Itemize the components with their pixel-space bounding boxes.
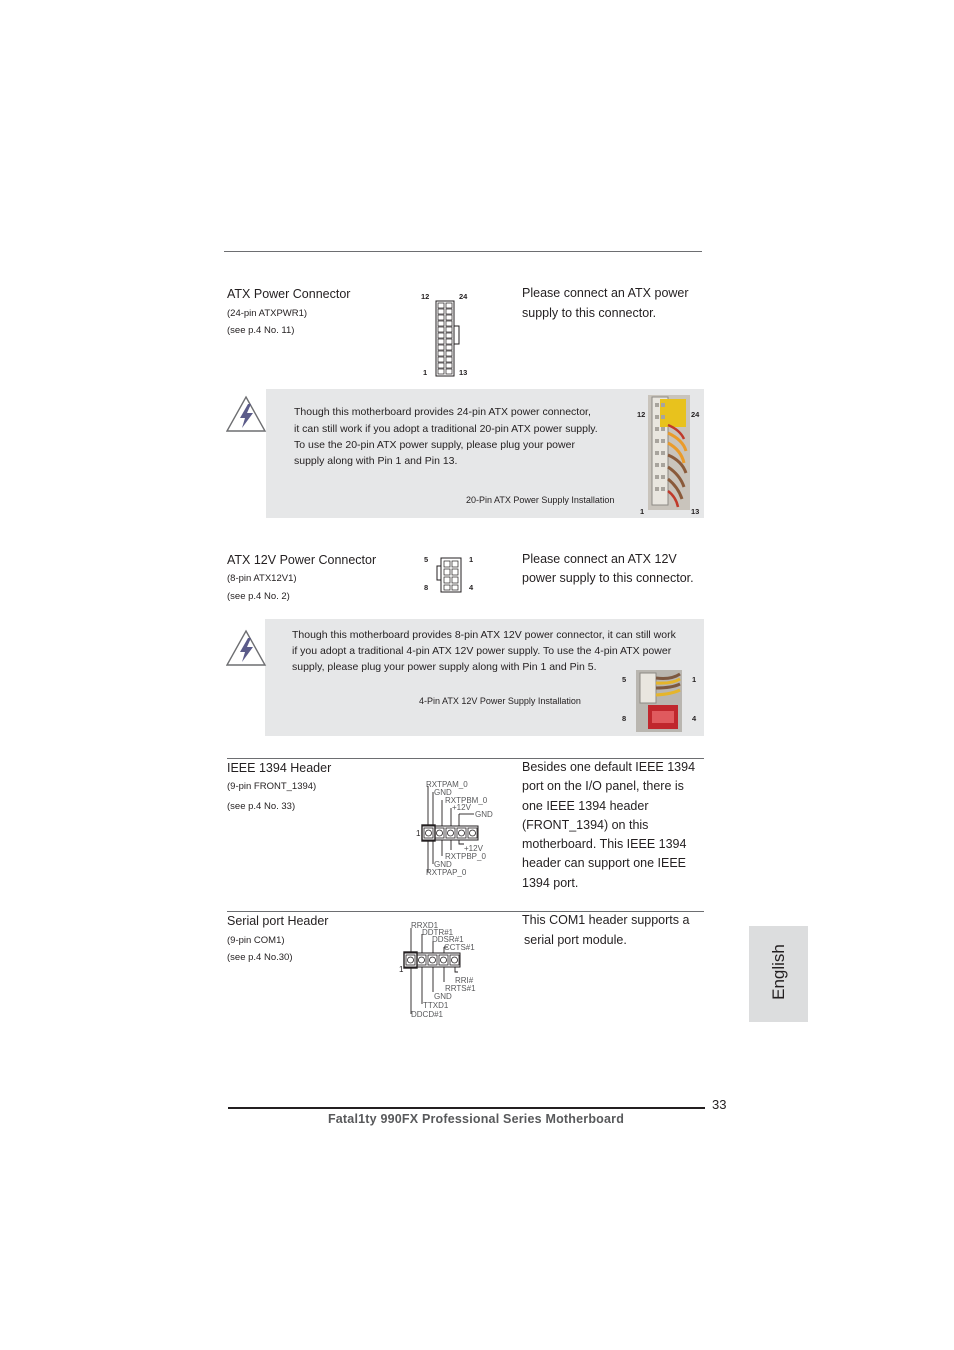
atx-note-line-4: supply along with Pin 1 and Pin 13. xyxy=(294,455,458,467)
ieee-title: IEEE 1394 Header xyxy=(227,761,332,775)
ieee-description-3: one IEEE 1394 header xyxy=(522,799,649,813)
serial-pin-label-cts1: CCTS#1 xyxy=(444,943,475,952)
ieee-page-ref: (see p.4 No. 33) xyxy=(227,801,296,812)
serial-description-1: This COM1 header supports a xyxy=(522,913,690,927)
ieee-pin-label-rxtpbm0: RXTPBM_0 xyxy=(445,796,488,805)
serial-pin-label-dtr1: DDTR#1 xyxy=(422,928,454,937)
ieee-subtitle: (9-pin FRONT_1394) xyxy=(227,781,317,792)
atx12v-photo-pin-br: 4 xyxy=(692,714,697,723)
ieee-pin-label-rxtpam0: RXTPAM_0 xyxy=(426,780,468,789)
serial-subtitle: (9-pin COM1) xyxy=(227,935,285,946)
serial-pin-label-dcd1: DDCD#1 xyxy=(411,1010,444,1019)
atx-photo-pin-tl: 12 xyxy=(637,410,646,419)
page-number: 33 xyxy=(712,1097,727,1112)
language-side-tab xyxy=(749,926,808,1022)
atx12v-note-line-2: if you adopt a traditional 4-pin ATX 12V power supply. To use the 4-pin ATX power xyxy=(292,645,672,657)
ieee-pin-label-gnd-a: GND xyxy=(434,788,452,797)
ieee-description-5: motherboard. This IEEE 1394 xyxy=(522,837,687,851)
ieee-pin-label-12v-b: +12V xyxy=(464,844,483,853)
atx-description-1: Please connect an ATX power xyxy=(522,286,689,300)
ieee-description-1: Besides one default IEEE 1394 xyxy=(522,760,696,774)
ieee-pin-label-rxtpap0: RXTPAP_0 xyxy=(426,868,467,877)
serial-pin-label-dsr1: DDSR#1 xyxy=(432,935,464,944)
atx12v-8pin-connector-diagram xyxy=(436,556,464,594)
top-rule xyxy=(224,251,702,252)
atx12v-description-2: power supply to this connector. xyxy=(522,571,694,585)
atx12v-subtitle: (8-pin ATX12V1) xyxy=(227,573,297,584)
atx-pin-label-bl: 1 xyxy=(423,368,428,377)
serial-pin-1-label: 1 xyxy=(399,965,404,974)
serial-pin-label-ri: RRI# xyxy=(455,976,474,985)
atx-pin-label-br: 13 xyxy=(459,368,468,377)
serial-pin-label-gnd: GND xyxy=(434,992,452,1001)
atx-pin-label-tr: 24 xyxy=(459,292,468,301)
serial-description-2: serial port module. xyxy=(524,933,627,947)
atx12v-pin-label-tl: 5 xyxy=(424,555,429,564)
atx-20pin-installation-photo xyxy=(648,395,690,510)
atx-photo-pin-bl: 1 xyxy=(640,507,645,516)
atx12v-description-1: Please connect an ATX 12V xyxy=(522,552,677,566)
ieee-pin-1-label: 1 xyxy=(416,829,421,838)
atx12v-photo-pin-tl: 5 xyxy=(622,675,627,684)
atx-page-ref: (see p.4 No. 11) xyxy=(227,325,295,336)
serial-title: Serial port Header xyxy=(227,914,329,928)
atx-description-2: supply to this connector. xyxy=(522,306,657,320)
atx12v-note-line-1: Though this motherboard provides 8-pin ATX 12V power connector, it can still work xyxy=(292,629,676,641)
atx12v-note-line-3: supply, please plug your power supply along with Pin 1 and Pin 5. xyxy=(292,661,597,673)
atx-title: ATX Power Connector xyxy=(227,287,351,301)
footer-title: Fatal1ty 990FX Professional Series Motherboard xyxy=(327,1112,625,1126)
atx-pin-label-tl: 12 xyxy=(421,292,430,301)
warning-triangle-icon xyxy=(226,628,268,668)
atx-note-line-3: To use the 20-pin ATX power supply, please plug your power xyxy=(294,439,575,451)
serial-pin-label-rts1: RRTS#1 xyxy=(445,984,476,993)
ieee-description-2: port on the I/O panel, there is xyxy=(522,779,684,793)
atx-photo-pin-br: 13 xyxy=(691,507,700,516)
atx12v-pin-label-bl: 8 xyxy=(424,583,429,592)
atx-note-line-2: it can still work if you adopt a traditional 20-pin ATX power supply. xyxy=(294,423,598,435)
atx12v-pin-label-tr: 1 xyxy=(469,555,474,564)
ieee-pin-label-12v-a: +12V xyxy=(452,803,471,812)
serial-page-ref: (see p.4 No.30) xyxy=(227,952,293,963)
atx12v-photo-pin-bl: 8 xyxy=(622,714,627,723)
language-side-tab-label: English xyxy=(769,944,788,1000)
atx-24pin-connector-diagram xyxy=(430,300,462,378)
ieee-pin-label-gnd-b: GND xyxy=(475,810,493,819)
ieee-description-7: 1394 port. xyxy=(522,876,579,890)
ieee-pin-label-gnd-c: GND xyxy=(434,860,452,869)
atx12v-pin-label-br: 4 xyxy=(469,583,474,592)
atx-note-line-1: Though this motherboard provides 24-pin ATX power connector, xyxy=(294,406,591,418)
ieee-pin-label-rxtpbp0: RXTPBP_0 xyxy=(445,852,486,861)
footer-rule xyxy=(228,1107,705,1109)
atx12v-4pin-installation-photo xyxy=(636,670,682,732)
atx-subtitle: (24-pin ATXPWR1) xyxy=(227,308,308,319)
atx12v-note-caption: 4-Pin ATX 12V Power Supply Installation xyxy=(419,696,581,706)
ieee1394-pinout-diagram xyxy=(412,778,502,878)
atx12v-page-ref: (see p.4 No. 2) xyxy=(227,591,290,602)
ieee-description-4: (FRONT_1394) on this xyxy=(522,818,649,832)
warning-triangle-icon xyxy=(226,394,268,434)
atx12v-photo-pin-tr: 1 xyxy=(692,675,697,684)
atx12v-title: ATX 12V Power Connector xyxy=(227,553,377,567)
atx-note-caption: 20-Pin ATX Power Supply Installation xyxy=(466,495,615,505)
ieee-description-6: header can support one IEEE xyxy=(522,856,687,870)
serial-pin-label-rxd1: RRXD1 xyxy=(411,921,439,930)
atx-photo-pin-tr: 24 xyxy=(691,410,700,419)
serial-pin-label-txd1: TTXD1 xyxy=(423,1001,449,1010)
